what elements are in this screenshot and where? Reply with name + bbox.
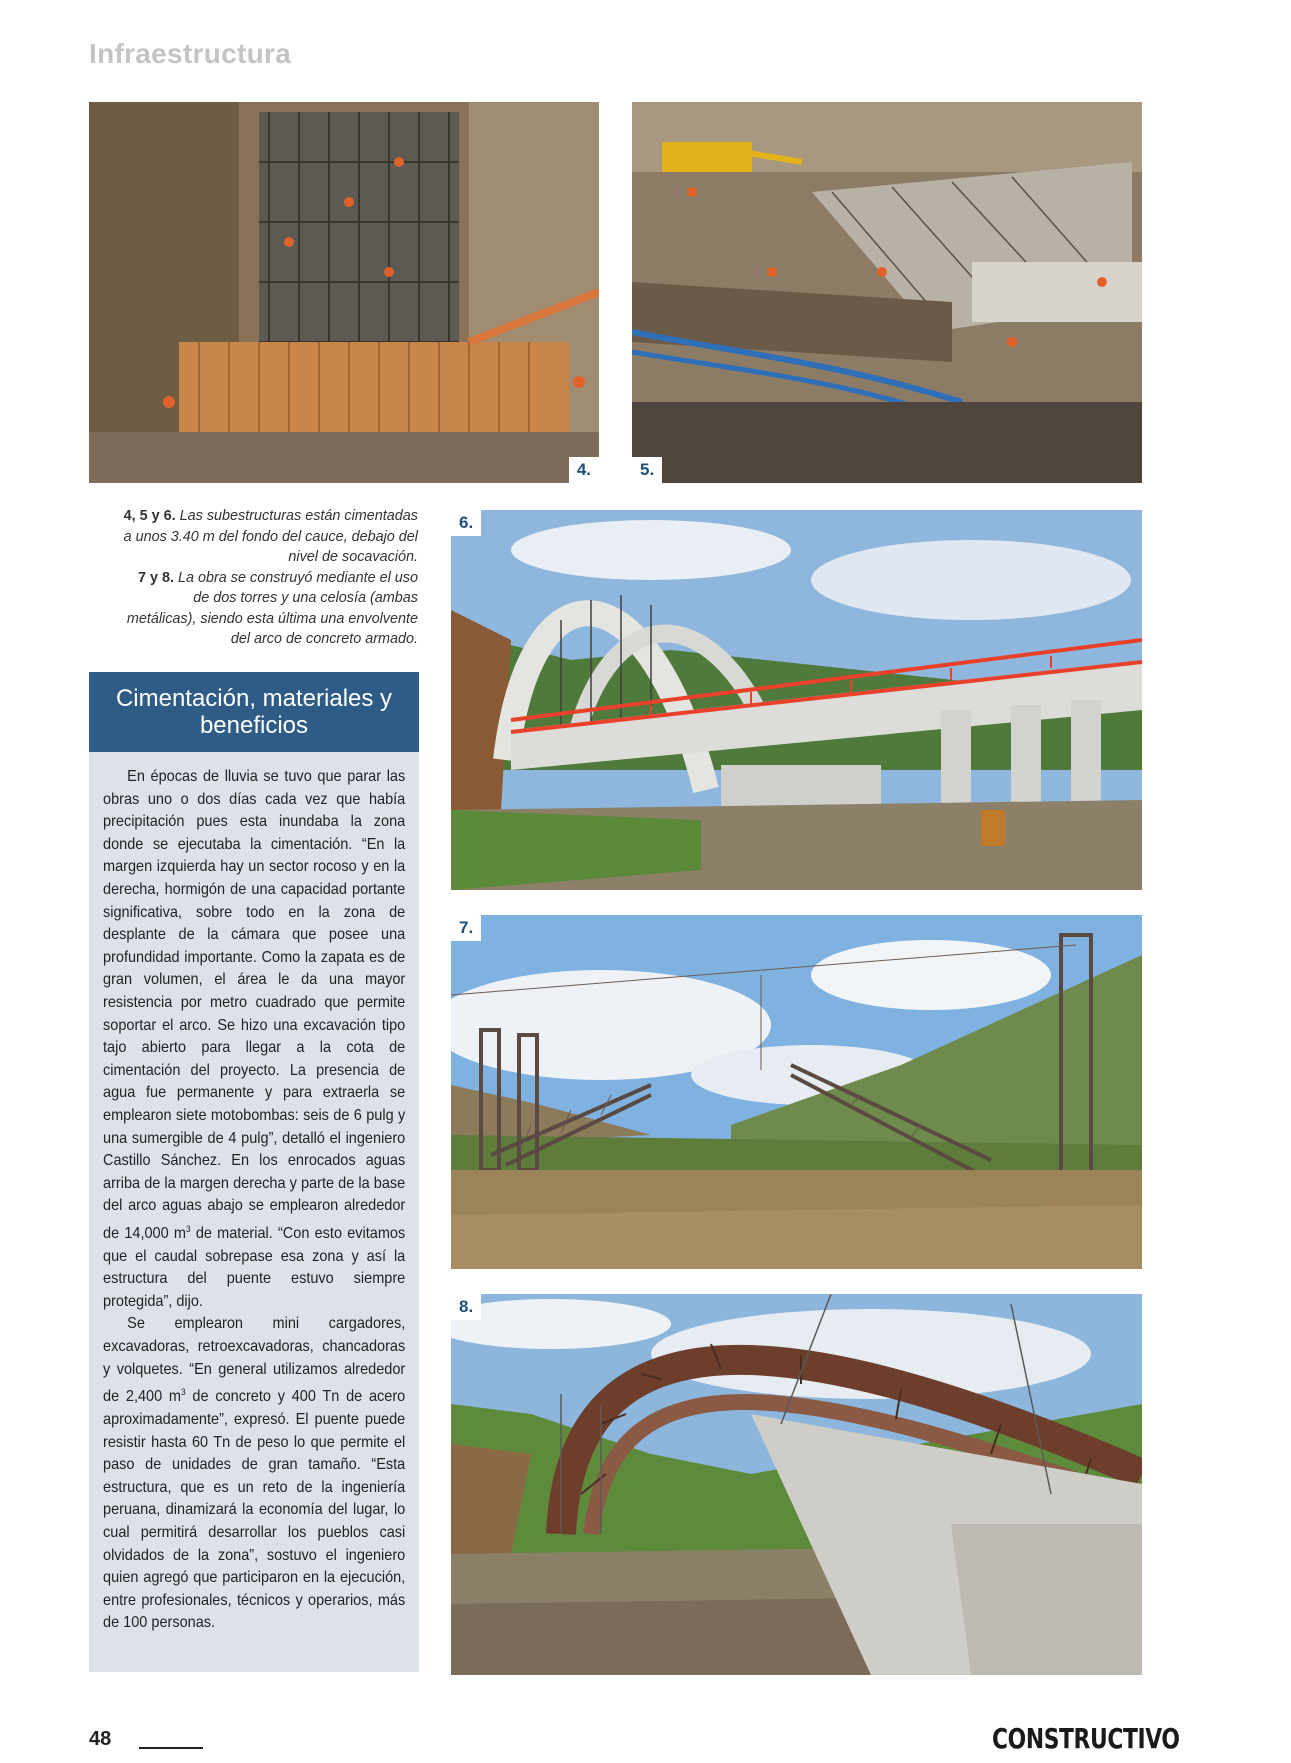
magazine-brand: CONSTRUCTIVO	[992, 1722, 1180, 1755]
photo-number-badge: 5.	[632, 457, 662, 483]
photo-7-image	[451, 915, 1142, 1269]
paragraph-text: de material. “Con esto evitamos que el caudal sobrepase esa zona y así la estructura del puente estuvo siempre protegida”, dijo.	[103, 1225, 406, 1310]
photo-number-badge: 7.	[451, 915, 481, 941]
superscript: 3	[185, 1223, 191, 1234]
photo-4	[89, 102, 599, 483]
photo-number-badge: 6.	[451, 510, 481, 536]
page-number-rule	[139, 1747, 203, 1749]
photo-8-image	[451, 1294, 1142, 1675]
caption-text-7-8: La obra se construyó mediante el uso de dos torres y una celosía (ambas metálicas), siendo esta última una envolvente del arco de concreto armado.	[126, 569, 418, 647]
caption-ref-4-5-6: 4, 5 y 6.	[123, 508, 176, 524]
sidebar-paragraph	[103, 766, 405, 1313]
sidebar-body	[89, 752, 419, 1672]
photo-5	[632, 102, 1142, 483]
photo-caption	[120, 506, 418, 650]
photo-number-badge: 4.	[569, 457, 599, 483]
photo-number-badge: 8.	[451, 1294, 481, 1320]
sidebar-text	[103, 766, 405, 1635]
sidebar-paragraph	[103, 1313, 405, 1635]
sidebar-title	[89, 672, 419, 752]
paragraph-text: En épocas de lluvia se tuvo que parar las obras uno o dos días cada vez que había precipitación pues esta inundaba la zona donde se ejecutaba la cimentación. “En la margen izquierda hay un sector rocoso y en la derecha, hormigón de una capacidad portante significativa, sobre todo en la zona de desplante de la cámara que posee una profundidad importante. Como la zapata es de gran volumen, el área le da una mayor resistencia por metro cuadrado que permite soportar el arco. Se hizo una excavación tipo tajo abierto para llegar a la cota de cimentación del proyecto. La presencia de agua fue permanente y para extraerla se emplearon siete motobombas: seis de 6 pulg y una sumergible de 4 pulg”, detalló el ingeniero Castillo Sánchez. En los enrocados aguas arriba de la margen derecha y parte de la base del arco aguas abajo se emplearon alrededor de 14,000 m	[103, 768, 406, 1243]
section-label: Infraestructura	[89, 38, 292, 69]
photo-8	[451, 1294, 1142, 1675]
caption-text-4-5-6: Las subestructuras están cimentadas a unos 3.40 m del fondo del cauce, debajo del nivel de socavación.	[123, 508, 418, 565]
sidebar-title-text: Cimentación, materiales y beneficios	[115, 685, 393, 739]
photo-4-image	[89, 102, 599, 483]
paragraph-text: de concreto y 400 Tn de acero aproximadamente”, expresó. El puente puede resistir hasta 60 Tn de peso lo que permite el paso de unidades de gran tamaño. “Esta estructura, que es un reto de la ingeniería peruana, dinamizará la economía del lugar, lo cual permitirá desarrollar los pueblos casi olvidados de la zona”, sostuvo el ingeniero quien agregó que participaron en la ejecución, entre profesionales, técnicos y operarios, más de 100 personas.	[103, 1388, 406, 1632]
caption-ref-7-8: 7 y 8.	[137, 569, 174, 586]
superscript: 3	[181, 1387, 186, 1398]
photo-6-image	[451, 510, 1142, 890]
photo-7	[451, 915, 1142, 1269]
page-number: 48	[89, 1728, 112, 1750]
paragraph-text: Se emplearon mini cargadores, excavadoras, retroexcavadoras, chancadoras y volquetes. “En general utilizamos alrededor de 2,400 m	[103, 1315, 406, 1406]
photo-6	[451, 510, 1142, 890]
photo-5-image	[632, 102, 1142, 483]
